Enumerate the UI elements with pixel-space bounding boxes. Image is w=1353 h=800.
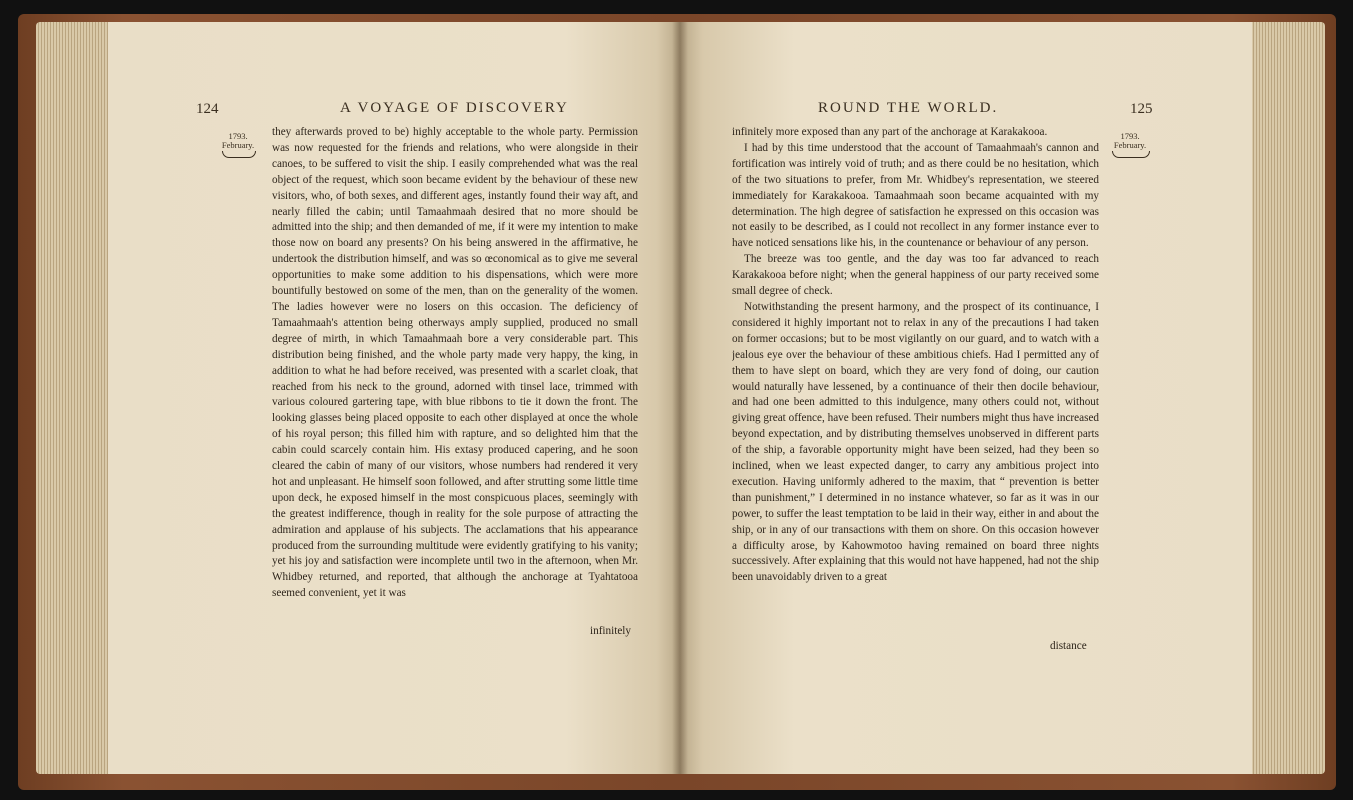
left-margin-year: 1793. (228, 131, 248, 141)
right-running-head: ROUND THE WORLD. (818, 100, 999, 116)
page-edges-left (36, 22, 116, 774)
right-margin-month: February. (1113, 140, 1147, 150)
right-paragraph-4: Notwithstanding the present harmony, and the prospect of its continuance, I considered it highly important not to relax in any of the precautions I had taken on former occasions; but to be most vigilantly on our guard, and to watch with a jealous eye over the behaviour of these ambitious chiefs. Had I permitted any of them to have slept on board, which they are very fond of doing, our caution would naturally have lessened, by a continuance of their then docile behaviour, and had one been admitted to this indulgence, many others could not, without giving great offence, have been refused. Their numbers might thus have increased beyond expectation, and by distributing themselves unobserved in different parts of the ship, a favorable opportunity might have been seized, had they been so inclined, when we least expected danger, to carry any ambitious project into execution. Having uniformly adhered to the maxim, that “ prevention is better than punishment,” I determined in no instance whatever, so far as it was in our power, to suffer the least temptation to be laid in their way, either in and about the ship, or in any of our transactions with them on shore. On this occasion however a difficulty arose, by Kahowmotoo having remained on board three nights successively. After explaining that this would not have happened, had not the ship been unavoidably driven to a great (732, 300, 1099, 584)
left-margin-month: February. (221, 140, 255, 150)
right-paragraph-1: infinitely more exposed than any part of the anchorage at Karakakooa. (732, 126, 1048, 138)
right-margin-brace (1112, 151, 1150, 158)
right-margin-year: 1793. (1120, 131, 1140, 141)
right-page-number: 125 (1130, 101, 1153, 117)
left-catchword: infinitely (590, 625, 632, 637)
book-gutter (672, 22, 688, 774)
right-catchword: distance (1050, 640, 1087, 652)
right-paragraph-2: I had by this time understood that the account of Tamaahmaah's cannon and fortification was intirely void of truth; and as there could be no hesitation, which of the two situations to prefer, from Mr. Whidbey's representation, we steered immediately for Karakakooa. Tamaahmaah soon became acquainted with my determination. The high degree of satisfaction he expressed on this occasion was not easily to be described, as I could not recollect in any former instance ever to have noticed sensations like his, in the countenance or behaviour of any person. (732, 141, 1099, 250)
left-paragraph-1: they afterwards proved to be) highly acceptable to the whole party. Permission was now requested for the friends and relations, who were alongside in their canoes, to be suffered to visit the ship. I easily comprehended what was the real object of the request, which soon became evident by the behaviour of these new visitors, who, of both sexes, and different ages, instantly found their way aft, and nearly filled the cabin; until Tamaahmaah desired that no more should be admitted into the ship; and then demanded of me, if it were my intention to make those now on board any presents? On his being answered in the affirmative, he undertook the distribution himself, and was so œconomical as to give me several opportunities to make some addition to his dispensations, which were more bountifully bestowed on some of the men, than on the generality of the women. The ladies however were no losers on this occasion. The deficiency of Tamaahmaah's attention being otherways amply supplied, produced no small degree of mirth, in which Tamaahmaah bore a very considerable part. This distribution being finished, and the whole party made very happy, the king, in addition to what he had before received, was presented with a scarlet cloak, that reached from his neck to the ground, adorned with tinsel lace, trimmed with various coloured gartering tape, with blue ribbons to tie it down the front. The looking glasses being placed opposite to each other displayed at once the whole of his royal person; this filled him with rapture, and so delighted him that the cabin could scarcely contain him. His extasy produced capering, and he soon cleared the cabin of many of our visitors, whose numbers had rendered it very hot and unpleasant. He himself soon followed, and after strutting some little time upon deck, he exposed himself in the most conspicuous places, seemingly with the greatest indifference, though in reality for the sole purpose of attracting the admiration and applause of his subjects. The acclamations that his appearance produced from the surrounding multitude were evidently gratifying to his vanity; yet his joy and satisfaction were incomplete until two in the afternoon, when Mr. Whidbey returned, and reported, that although the anchorage at Tyahtatooa seemed convenient, yet it was (272, 126, 638, 600)
right-page-text (732, 125, 1099, 641)
page-edges-right (1245, 22, 1325, 774)
right-paragraph-3: The breeze was too gentle, and the day was too far advanced to reach Karakakooa before night; when the general happiness of our party received some small degree of check. (732, 253, 1099, 298)
left-running-head: A VOYAGE OF DISCOVERY (340, 100, 569, 116)
left-margin-brace (222, 151, 256, 158)
left-page-text (272, 125, 638, 625)
left-page-number: 124 (196, 101, 219, 117)
